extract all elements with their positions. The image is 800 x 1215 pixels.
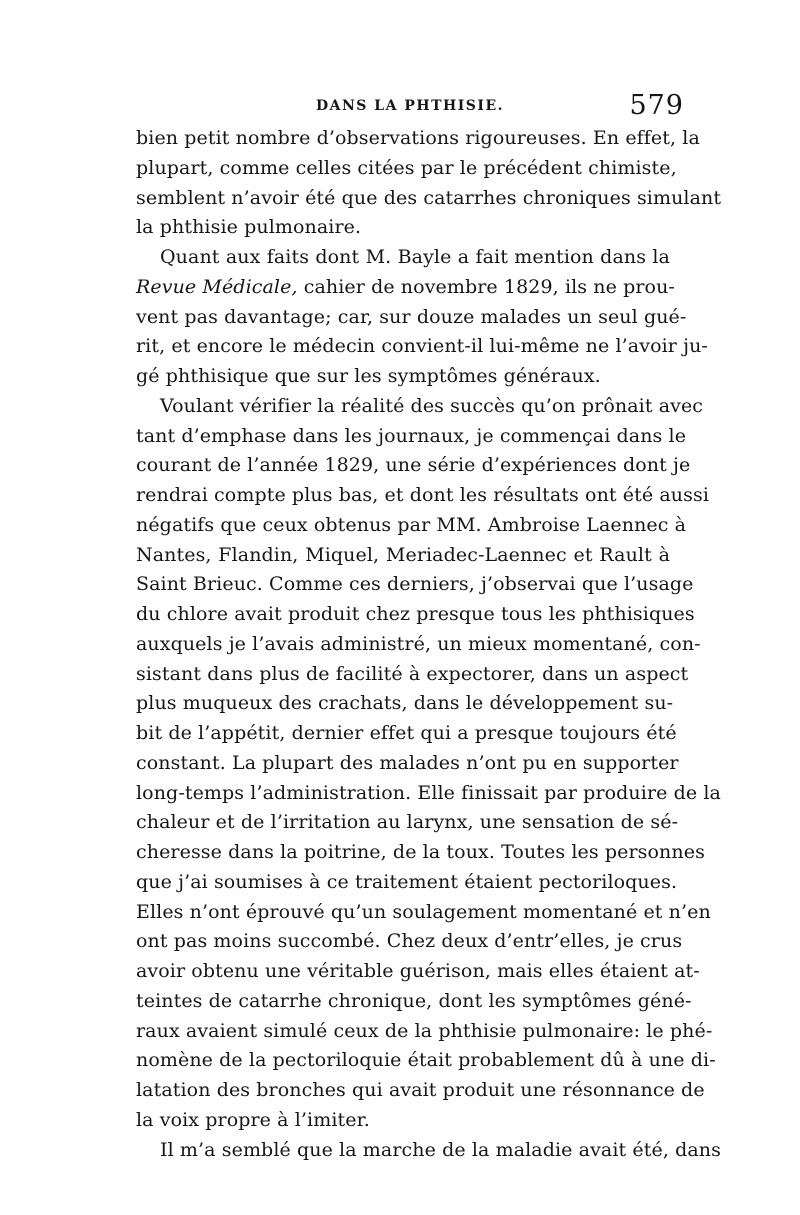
text-line: plus muqueux des crachats, dans le développement su- xyxy=(136,692,674,715)
text-line: gé phthisique que sur les symptômes généraux. xyxy=(136,365,601,387)
text-line: teintes de catarrhe chronique, dont les symptômes géné- xyxy=(136,989,692,1012)
text-line: plupart, comme celles citées par le précédent chimiste, xyxy=(136,156,677,179)
text-line: raux avaient simulé ceux de la phthisie pulmonaire: le phé- xyxy=(136,1019,713,1042)
text-line: que j’ai soumises à ce traitement étaient pectoriloques. xyxy=(136,870,678,893)
text-run: cahier de novembre 1829, ils ne prou- xyxy=(297,275,675,298)
text-line: du chlore avait produit chez presque tous les phthisiques xyxy=(136,603,695,625)
page-number: 579 xyxy=(629,90,684,121)
text-line: avoir obtenu une véritable guérison, mais elles étaient at- xyxy=(136,960,700,982)
text-line: Elles n’ont éprouvé qu’un soulagement momentané et n’en xyxy=(136,900,711,923)
text-line: tant d’emphase dans les journaux, je commençai dans le xyxy=(136,424,687,447)
text-line: bit de l’appétit, dernier effet qui a presque toujours été xyxy=(136,722,677,744)
text-line: Saint Brieuc. Comme ces derniers, j’observai que l’usage xyxy=(136,573,694,596)
text-line: rit, et encore le médecin convient-il lui-même ne l’avoir ju- xyxy=(136,335,708,358)
text-line: la phthisie pulmonaire. xyxy=(136,216,362,239)
text-line: constant. La plupart des malades n’ont pu en supporter xyxy=(136,751,679,774)
text-line: semblent n’avoir été que des catarrhes chroniques simulant xyxy=(136,186,722,209)
text-line: sistant dans plus de facilité à expectorer, dans un aspect xyxy=(136,662,689,685)
body-text xyxy=(136,124,722,1165)
text-line: Il m’a semblé que la marche de la maladie avait été, dans xyxy=(160,1138,721,1161)
text-line: Nantes, Flandin, Miquel, Meriadec-Laennec et Rault à xyxy=(136,543,670,566)
italic-journal-title: Revue Médicale, xyxy=(136,275,298,298)
text-line: chaleur et de l’irritation au larynx, une sensation de sé- xyxy=(136,811,679,834)
text-line-italic-mixed xyxy=(136,273,675,303)
text-line: la voix propre à l’imiter. xyxy=(136,1108,370,1131)
text-line: Quant aux faits dont M. Bayle a fait mention dans la xyxy=(160,246,670,268)
text-line: vent pas davantage; car, sur douze malades un seul gué- xyxy=(136,305,687,328)
text-line: nomène de la pectoriloquie était probablement dû à une di- xyxy=(136,1049,716,1072)
running-head xyxy=(136,92,684,122)
text-line: ont pas moins succombé. Chez deux d’entr’elles, je crus xyxy=(136,930,683,953)
text-line: cheresse dans la poitrine, de la toux. Toutes les personnes xyxy=(136,841,705,863)
text-line: bien petit nombre d’observations rigoureuses. En effet, la xyxy=(136,127,700,149)
text-line: négatifs que ceux obtenus par MM. Ambroise Laennec à xyxy=(136,513,687,536)
running-title: DANS LA PHTHISIE. xyxy=(315,98,505,114)
text-line: latation des bronches qui avait produit une résonnance de xyxy=(136,1079,705,1101)
text-line: rendrai compte plus bas, et dont les résultats ont été aussi xyxy=(136,484,709,506)
text-line: courant de l’année 1829, une série d’expériences dont je xyxy=(136,454,691,477)
text-line: auxquels je l’avais administré, un mieux momentané, con- xyxy=(136,632,701,655)
text-line: Voulant vérifier la réalité des succès qu’on prônait avec xyxy=(160,394,704,417)
text-line: long-temps l’administration. Elle finissait par produire de la xyxy=(136,781,721,804)
